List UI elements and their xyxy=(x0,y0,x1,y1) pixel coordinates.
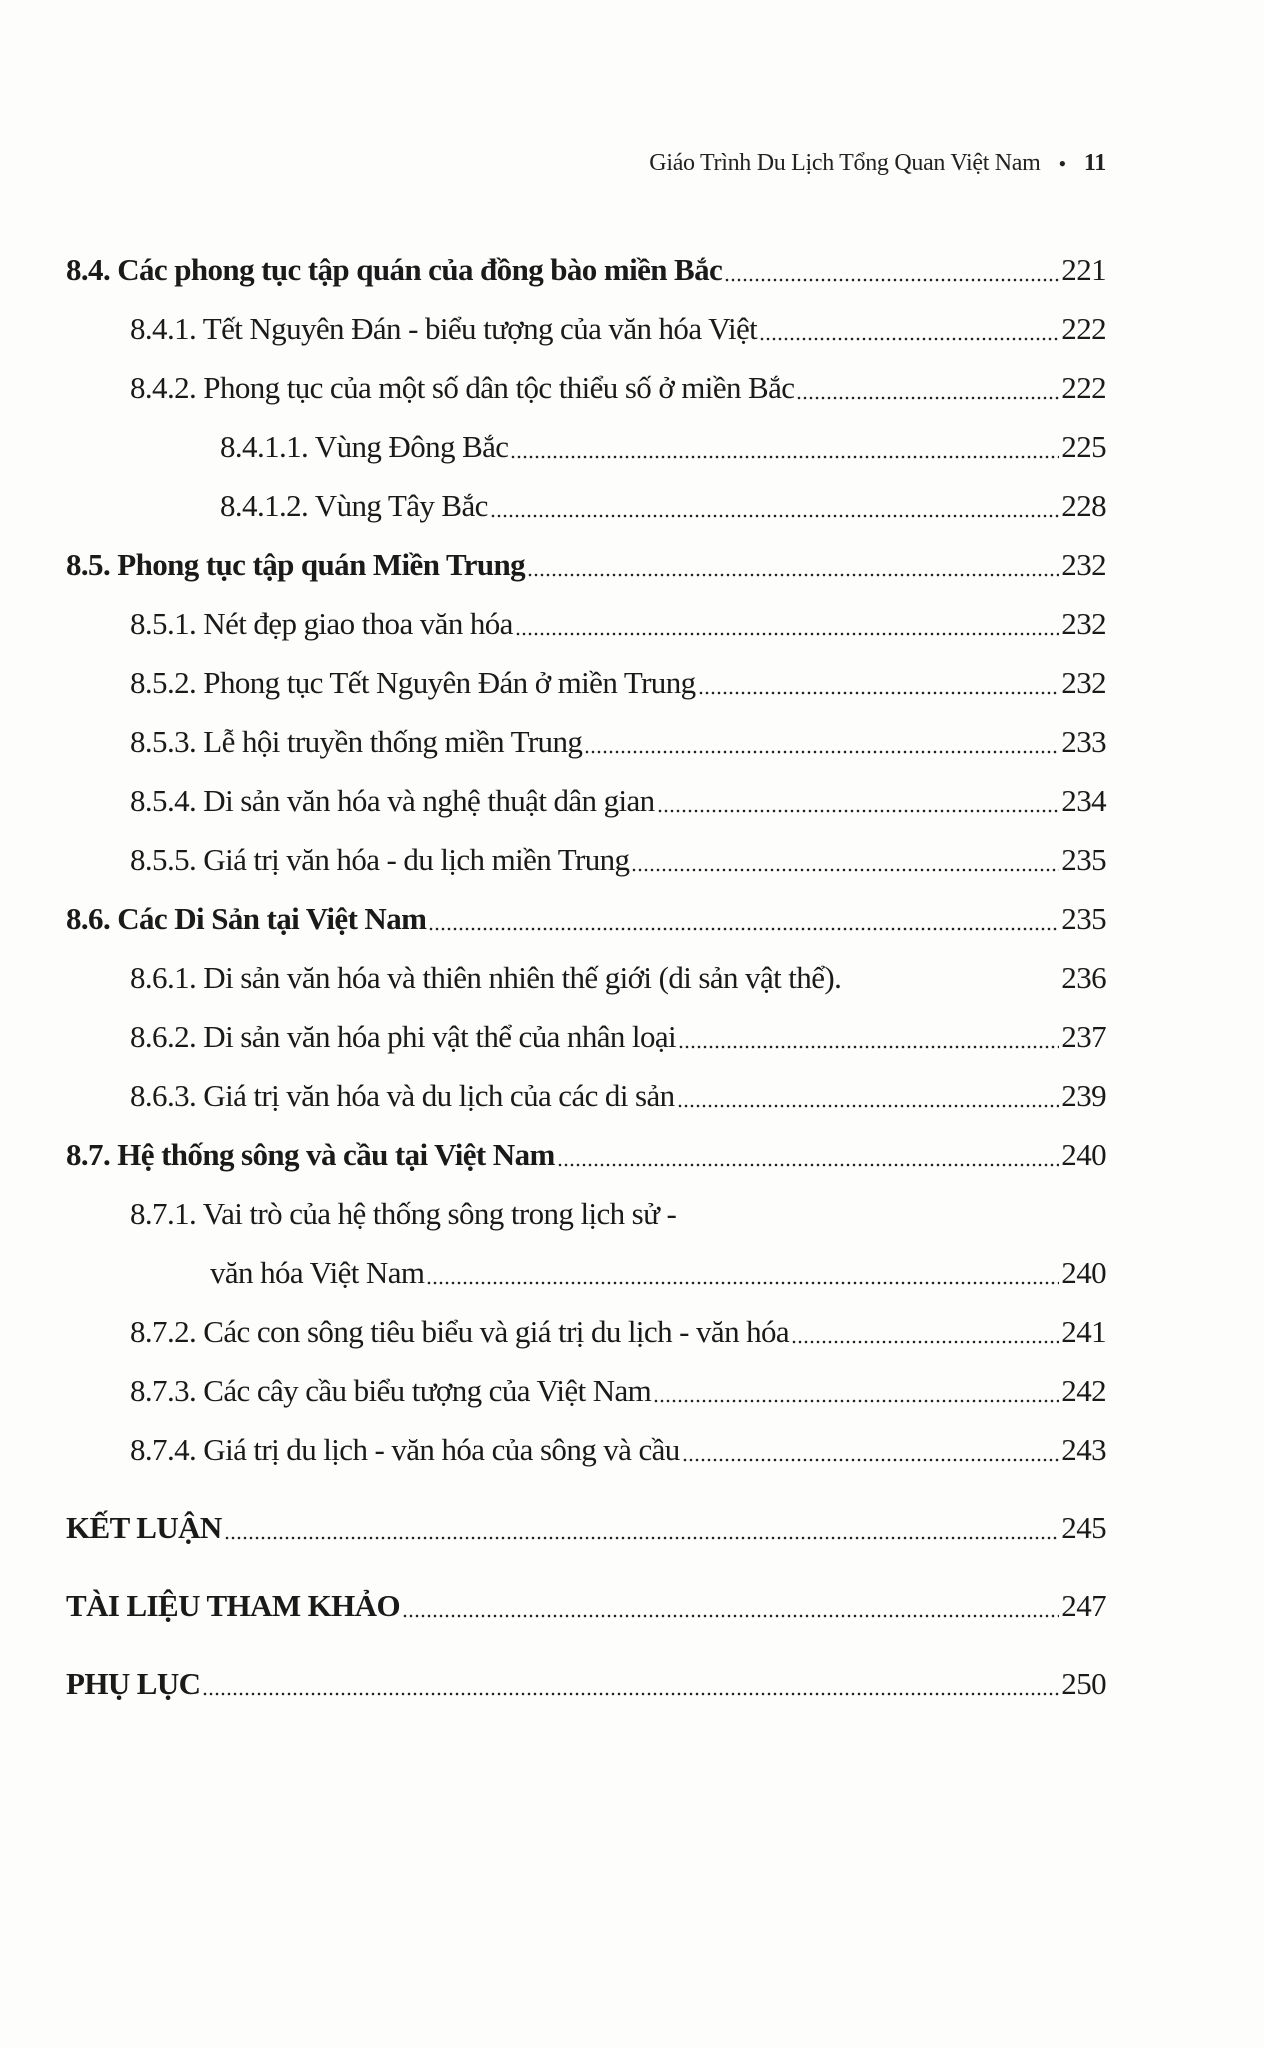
toc-entry xyxy=(0,240,1264,299)
toc-entry xyxy=(0,1654,1264,1713)
dot-leader xyxy=(557,1140,1060,1170)
toc-entry-page: 221 xyxy=(1061,251,1106,287)
toc-entry xyxy=(0,1184,1264,1243)
toc-entry-page: 234 xyxy=(1061,782,1106,818)
toc-entry xyxy=(0,299,1264,358)
toc-entry-title: 8.5.4. Di sản văn hóa và nghệ thuật dân gian xyxy=(130,782,655,818)
toc-entry-title: 8.4.1.2. Vùng Tây Bắc xyxy=(220,487,488,523)
toc-entry-title: PHỤ LỤC xyxy=(66,1665,201,1701)
toc-entry xyxy=(0,1302,1264,1361)
toc-entry-page: 242 xyxy=(1061,1372,1106,1408)
toc-entry-page: 250 xyxy=(1061,1665,1106,1701)
toc-entry-title: 8.5.3. Lễ hội truyền thống miền Trung xyxy=(130,723,583,759)
toc-entry-page: 233 xyxy=(1061,723,1106,759)
dot-leader xyxy=(428,904,1059,934)
toc-entry-title: 8.6. Các Di Sản tại Việt Nam xyxy=(66,900,427,936)
toc-entry xyxy=(0,830,1264,889)
dot-leader xyxy=(759,314,1059,344)
dot-leader xyxy=(490,491,1059,521)
toc-entry-title: KẾT LUẬN xyxy=(66,1509,222,1545)
dot-leader xyxy=(724,255,1059,285)
toc-entry-page: 245 xyxy=(1061,1509,1106,1545)
toc-entry-title: 8.5.1. Nét đẹp giao thoa văn hóa xyxy=(130,605,513,641)
toc-entry-title: 8.7.4. Giá trị du lịch - văn hóa của sông và cầu xyxy=(130,1431,680,1467)
dot-leader xyxy=(515,609,1059,639)
toc-entry-page: 225 xyxy=(1061,428,1106,464)
toc-entry-title: 8.5.5. Giá trị văn hóa - du lịch miền Trung xyxy=(130,841,630,877)
toc-entry-title: 8.7. Hệ thống sông và cầu tại Việt Nam xyxy=(66,1136,555,1172)
toc-entry-title: 8.4.2. Phong tục của một số dân tộc thiểu số ở miền Bắc xyxy=(130,369,795,405)
toc-entry-page: 243 xyxy=(1061,1431,1106,1467)
toc-entry xyxy=(0,358,1264,417)
toc-entry-page: 240 xyxy=(1061,1254,1106,1290)
toc-entry xyxy=(0,653,1264,712)
toc-entry-title: 8.4. Các phong tục tập quán của đồng bào miền Bắc xyxy=(66,251,723,287)
toc-entry xyxy=(0,771,1264,830)
toc-entry xyxy=(0,889,1264,948)
dot-leader xyxy=(527,550,1059,580)
toc-entry xyxy=(0,1125,1264,1184)
dot-leader xyxy=(224,1513,1060,1543)
dot-leader xyxy=(631,845,1059,875)
toc-entry-title: 8.7.1. Vai trò của hệ thống sông trong lịch sử - xyxy=(130,1195,677,1231)
dot-leader xyxy=(678,1022,1059,1052)
toc-entry-page: 239 xyxy=(1061,1077,1106,1113)
dot-leader xyxy=(698,668,1060,698)
toc-entry xyxy=(0,417,1264,476)
toc-entry-title: TÀI LIỆU THAM KHẢO xyxy=(66,1587,400,1623)
dot-leader xyxy=(657,786,1060,816)
toc-entry-title: 8.7.3. Các cây cầu biểu tượng của Việt Nam xyxy=(130,1372,652,1408)
toc-entry xyxy=(0,1243,1264,1302)
toc-entry-title: 8.7.2. Các con sông tiêu biểu và giá trị du lịch - văn hóa xyxy=(130,1313,790,1349)
toc-entry-page: 228 xyxy=(1061,487,1106,523)
toc-entry-page: 232 xyxy=(1061,546,1106,582)
toc-entry-page: 237 xyxy=(1061,1018,1106,1054)
dot-leader xyxy=(791,1317,1059,1347)
dot-leader xyxy=(402,1591,1059,1621)
dot-leader xyxy=(796,373,1059,403)
dot-leader xyxy=(584,727,1059,757)
dot-leader xyxy=(510,432,1059,462)
toc-entry-page: 235 xyxy=(1061,841,1106,877)
toc-entry xyxy=(0,948,1264,1007)
toc-entry-title: 8.5. Phong tục tập quán Miền Trung xyxy=(66,546,526,582)
dot-leader xyxy=(426,1258,1059,1288)
toc-entry-page: 240 xyxy=(1061,1136,1106,1172)
toc-entry-page: 247 xyxy=(1061,1587,1106,1623)
toc-entry-title: 8.4.1. Tết Nguyên Đán - biểu tượng của văn hóa Việt xyxy=(130,310,758,346)
toc-entry-title: 8.6.1. Di sản văn hóa và thiên nhiên thế giới (di sản vật thể). xyxy=(130,959,842,995)
toc-entry xyxy=(0,1420,1264,1479)
toc-entry xyxy=(0,476,1264,535)
toc-entry xyxy=(0,1007,1264,1066)
dot-leader xyxy=(843,963,1059,993)
toc-entry-title: 8.4.1.1. Vùng Đông Bắc xyxy=(220,428,509,464)
toc-entry-title: văn hóa Việt Nam xyxy=(210,1254,425,1290)
toc-entry-title: 8.6.2. Di sản văn hóa phi vật thể của nhân loại xyxy=(130,1018,677,1054)
toc-entry-page: 222 xyxy=(1061,310,1106,346)
toc-entry-title: 8.6.3. Giá trị văn hóa và du lịch của các di sản xyxy=(130,1077,675,1113)
dot-leader xyxy=(682,1435,1060,1465)
dot-leader xyxy=(653,1376,1059,1406)
header-separator: • xyxy=(1058,150,1066,176)
toc-entry-page: 232 xyxy=(1061,605,1106,641)
page-number: 11 xyxy=(1083,150,1106,176)
toc-entry-title: 8.5.2. Phong tục Tết Nguyên Đán ở miền Trung xyxy=(130,664,696,700)
toc-entry-page: 241 xyxy=(1061,1313,1106,1349)
toc-entry xyxy=(0,1498,1264,1557)
running-header xyxy=(649,150,1106,177)
toc-entry xyxy=(0,535,1264,594)
toc-entry-page: 222 xyxy=(1061,369,1106,405)
dot-leader xyxy=(677,1081,1060,1111)
toc-entry xyxy=(0,1361,1264,1420)
table-of-contents xyxy=(0,240,1264,1713)
dot-leader xyxy=(202,1669,1059,1699)
toc-entry-page: 236 xyxy=(1061,959,1106,995)
toc-entry-page: 235 xyxy=(1061,900,1106,936)
toc-entry xyxy=(0,1576,1264,1635)
toc-entry xyxy=(0,1066,1264,1125)
toc-entry-page: 232 xyxy=(1061,664,1106,700)
toc-entry xyxy=(0,712,1264,771)
toc-entry xyxy=(0,594,1264,653)
book-title: Giáo Trình Du Lịch Tổng Quan Việt Nam xyxy=(649,150,1041,176)
